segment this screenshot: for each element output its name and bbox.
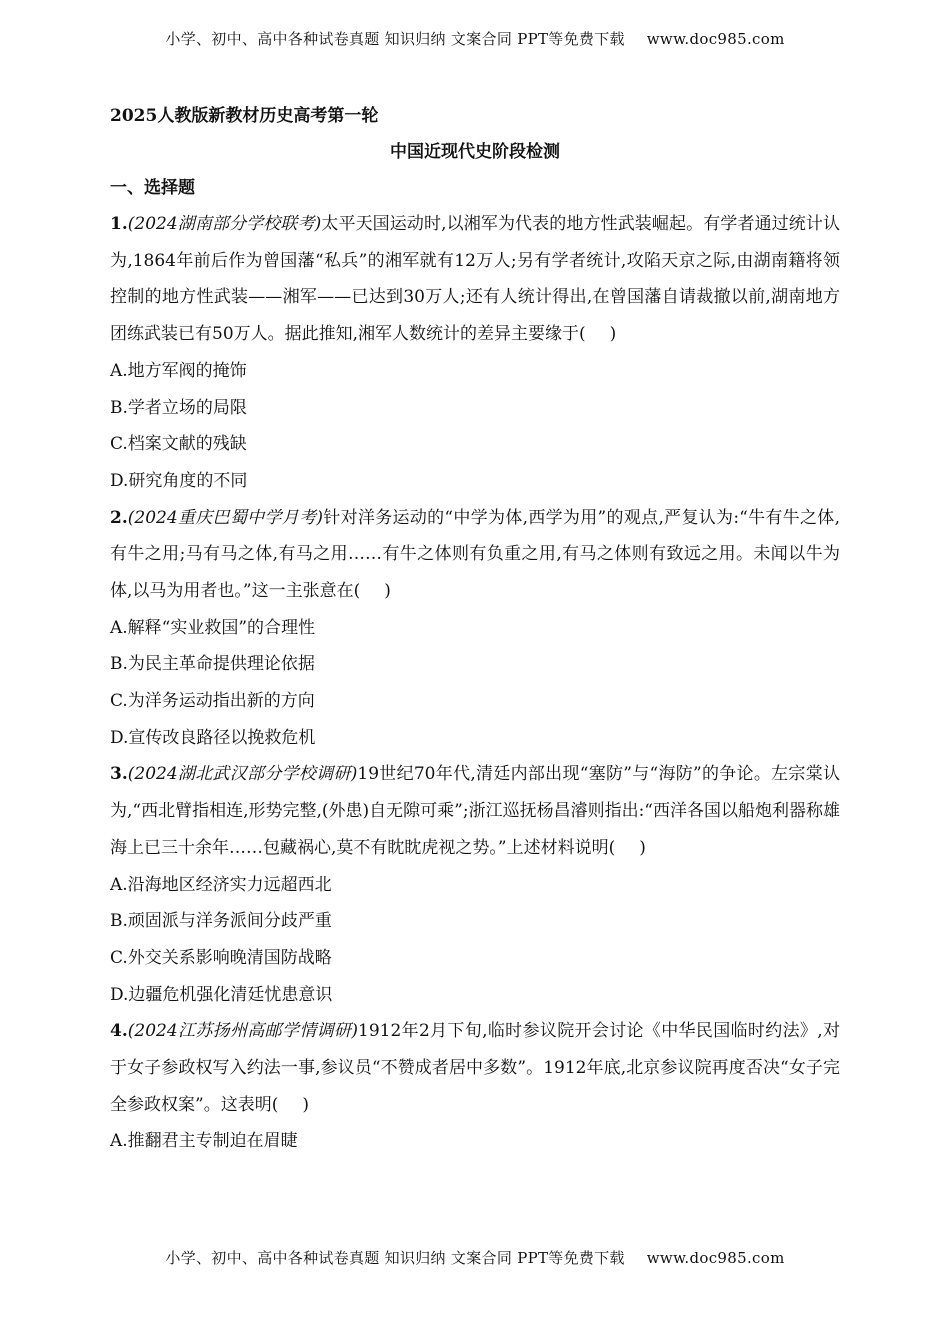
header-text: 小学、初中、高中各种试卷真题 知识归纳 文案合同 PPT等免费下载 xyxy=(165,30,625,48)
option-b: B.为民主革命提供理论依据 xyxy=(110,654,315,675)
option-c: C.外交关系影响晚清国防战略 xyxy=(110,947,332,968)
page-footer xyxy=(0,1247,950,1268)
option-a: A.沿海地区经济实力远超西北 xyxy=(110,874,332,895)
question-paren-close: ) xyxy=(384,580,391,601)
header-site-link[interactable]: www.doc985.com xyxy=(646,30,785,48)
option-d: D.宣传改良路径以挽救危机 xyxy=(110,727,316,748)
option-b: B.顽固派与洋务派间分歧严重 xyxy=(110,911,332,932)
document-subtitle: 中国近现代史阶段检测 xyxy=(390,142,560,162)
question-3 xyxy=(110,756,840,1013)
question-text: 1912年2月下旬,临时参议院开会讨论《中华民国临时约法》,对于女子参政权写入约法一事,参议员“不赞成者居中多数”。1912年底,北京参议院再度否决“女子完全参政权案”。这表明( xyxy=(110,1021,841,1115)
question-number: 2. xyxy=(110,507,128,528)
question-number: 3. xyxy=(110,764,128,785)
question-2 xyxy=(110,500,840,757)
question-text: 太平天国运动时,以湘军为代表的地方性武装崛起。有学者通过统计认为,1864年前后作为曾国藩“私兵”的湘军就有12万人;另有学者统计,攻陷天京之际,由湖南籍将领控制的地方性武装——湘军——已达到30万人;还有人统计得出,在曾国藩自请裁撤以前,湖南地方团练武装已有50万人。据此推知,湘军人数统计的差异主要缘于( xyxy=(110,214,840,345)
question-source: (2024湖南部分学校联考) xyxy=(127,214,322,234)
document-body xyxy=(110,98,840,1160)
option-a: A.地方军阀的掩饰 xyxy=(110,360,247,381)
question-stem xyxy=(110,756,840,866)
question-paren-close: ) xyxy=(639,837,646,858)
question-source: (2024重庆巴蜀中学月考) xyxy=(127,507,323,528)
question-paren-close: ) xyxy=(302,1094,309,1115)
option-c: C.档案文献的残缺 xyxy=(110,434,247,455)
option-a: A.推翻君主专制迫在眉睫 xyxy=(110,1131,298,1152)
option-b: B.学者立场的局限 xyxy=(110,397,247,418)
question-stem xyxy=(110,500,840,610)
option-c: C.为洋务运动指出新的方向 xyxy=(110,691,315,712)
question-number: 1. xyxy=(110,214,128,234)
question-1 xyxy=(110,206,840,500)
page-header xyxy=(0,28,950,49)
option-a: A.解释“实业救国”的合理性 xyxy=(110,617,316,638)
question-number: 4. xyxy=(110,1021,128,1042)
footer-site-link[interactable]: www.doc985.com xyxy=(646,1249,785,1267)
option-d: D.边疆危机强化清廷忧患意识 xyxy=(110,984,333,1005)
section-heading: 一、选择题 xyxy=(110,178,195,198)
question-text: 19世纪70年代,清廷内部出现“塞防”与“海防”的争论。左宗棠认为,“西北臂指相连,形势完整,(外患)自无隙可乘”;浙江巡抚杨昌濬则指出:“西洋各国以船炮利器称雄海上已三十余年……包藏祸心,莫不有眈眈虎视之势。”上述材料说明( xyxy=(110,764,841,858)
question-stem xyxy=(110,206,840,353)
question-source: (2024湖北武汉部分学校调研) xyxy=(127,764,358,785)
question-4 xyxy=(110,1013,840,1160)
question-source: (2024江苏扬州高邮学情调研) xyxy=(127,1021,358,1042)
document-title: 2025人教版新教材历史高考第一轮 xyxy=(110,106,379,126)
question-stem xyxy=(110,1013,840,1123)
question-text: 针对洋务运动的“中学为体,西学为用”的观点,严复认为:“牛有牛之体,有牛之用;马有马之体,有马之用……有牛之体则有负重之用,有马之体则有致远之用。未闻以牛为体,以马为用者也。”这一主张意在( xyxy=(110,507,840,601)
question-paren-close: ) xyxy=(609,324,617,345)
option-d: D.研究角度的不同 xyxy=(110,470,248,491)
footer-text: 小学、初中、高中各种试卷真题 知识归纳 文案合同 PPT等免费下载 xyxy=(165,1249,625,1267)
